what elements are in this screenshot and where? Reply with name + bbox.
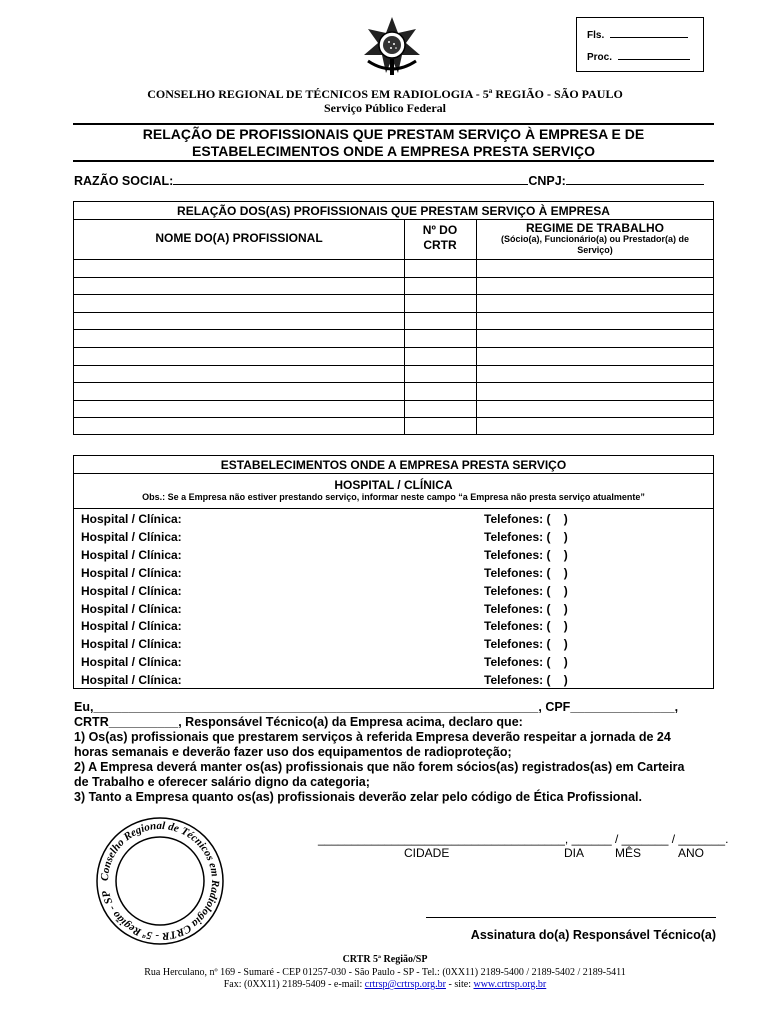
telefones-label: Telefones: ( ) [484,619,568,634]
list-item[interactable] [81,548,701,566]
signature-line[interactable] [426,917,716,918]
table-cell-nome[interactable] [74,400,404,418]
table-cell-regime[interactable] [477,347,713,365]
hospital-label: Hospital / Clínica: [81,529,182,544]
stamp-text: Conselho Regional de Técnicos em Radiologia CRTR - 5ª Região - SP [98,819,222,943]
establishments-subtitle: HOSPITAL / CLÍNICA [334,478,453,492]
list-item[interactable] [81,512,701,530]
footer-address: Rua Herculano, nº 169 - Sumaré - CEP 01257-030 - São Paulo - SP - Tel.: (0XX11) 2189-5400 / 2189-5402 / 2189-5411 [144,967,626,978]
hospital-label: Hospital / Clínica: [81,547,182,562]
declaration-text [74,700,719,805]
telefones-label: Telefones: ( ) [484,512,568,526]
table-cell-crtr[interactable] [405,382,476,400]
table-cell-crtr[interactable] [405,347,476,365]
footer-email-link[interactable]: crtrsp@crtrsp.org.br [364,979,446,990]
table-cell-regime[interactable] [477,365,713,383]
mes-label: MÊS [615,846,642,860]
table-cell-regime[interactable] [477,417,713,435]
declaration-line7: 3) Tanto a Empresa quanto os(as) profissionais deverão zelar pelo código de Ética Profissional. [74,790,642,804]
table-cell-crtr[interactable] [405,277,476,295]
list-item[interactable] [81,566,701,584]
telefones-label: Telefones: ( ) [484,547,568,562]
table-cell-nome[interactable] [74,259,404,277]
telefones-label: Telefones: ( ) [484,529,568,544]
telefones-label: Telefones: ( ) [484,655,568,670]
date-block[interactable] [318,832,729,862]
table-cell-nome[interactable] [74,312,404,330]
declaration-line5: 2) A Empresa deverá manter os(as) profissionais que não forem sócios(as) registrados(as) em Carteira [74,760,685,774]
table-cell-nome[interactable] [74,382,404,400]
dia-label: DIA [564,846,585,860]
list-item[interactable] [81,655,701,673]
table-cell-nome[interactable] [74,329,404,347]
table-cell-crtr[interactable] [405,417,476,435]
table-cell-nome[interactable] [74,365,404,383]
fls-label: Fls. [587,30,605,41]
page-title-line1: RELAÇÃO DE PROFISSIONAIS QUE PRESTAM SERVIÇO À EMPRESA E DE [142,126,645,142]
col-crtr-header-line1: Nº DO [422,223,458,237]
svg-text:Conselho Regional de Técnicos [99,820,221,942]
title-top-rule [73,123,714,125]
hospital-label: Hospital / Clínica: [81,673,182,688]
razao-social-label: RAZÃO SOCIAL: [74,174,174,188]
list-item[interactable] [81,673,701,691]
proc-label: Proc. [587,52,613,63]
council-name: CONSELHO REGIONAL DE TÉCNICOS EM RADIOLOGIA - 5ª REGIÃO - SÃO PAULO [147,87,623,101]
telefones-label: Telefones: ( ) [484,673,568,688]
table-cell-crtr[interactable] [405,294,476,312]
table-cell-regime[interactable] [477,294,713,312]
razao-social-field[interactable] [173,174,528,185]
hospital-label: Hospital / Clínica: [81,565,182,580]
footer-site-link[interactable]: www.crtrsp.org.br [473,979,547,990]
hospital-label: Hospital / Clínica: [81,512,182,526]
fls-field[interactable] [587,28,688,41]
hospital-label: Hospital / Clínica: [81,637,182,652]
hospital-label: Hospital / Clínica: [81,619,182,634]
page-title [73,126,714,160]
list-item[interactable] [81,584,701,602]
col-crtr-header-line2: CRTR [423,238,457,252]
title-bottom-rule [73,160,714,162]
table-cell-crtr[interactable] [405,365,476,383]
cnpj-label: CNPJ: [528,174,566,188]
table-cell-regime[interactable] [477,400,713,418]
telefones-label: Telefones: ( ) [484,601,568,616]
list-item[interactable] [81,619,701,637]
declaration-line1[interactable]: Eu,________________________________________________________________, CPF_______________, [74,700,679,714]
declaration-line6: de Trabalho e oferecer salário digno da categoria; [74,775,370,789]
footer-org: CRTR 5ª Região/SP [342,954,428,965]
table-cell-regime[interactable] [477,277,713,295]
col-nome-header: NOME DO(A) PROFISSIONAL [155,231,323,245]
table-cell-crtr[interactable] [405,312,476,330]
table-cell-nome[interactable] [74,347,404,365]
fls-proc-box [576,17,704,72]
table-cell-regime[interactable] [477,312,713,330]
declaration-line2[interactable]: CRTR__________, Responsável Técnico(a) da Empresa acima, declaro que: [74,715,523,729]
brazil-coat-of-arms-icon [360,15,424,79]
footer-fax: Fax: (0XX11) 2189-5409 - e-mail: [223,979,365,990]
table-cell-nome[interactable] [74,417,404,435]
date-line[interactable]: _____________________________________, ______ / _______ / _______. [318,832,729,846]
declaration-line3: 1) Os(as) profissionais que prestarem serviços à referida Empresa deverão respeitar a jornada de 24 [74,730,671,744]
razao-social-line [74,174,714,188]
hospital-label: Hospital / Clínica: [81,583,182,598]
page-title-line2: ESTABELECIMENTOS ONDE A EMPRESA PRESTA SERVIÇO [192,143,595,159]
declaration-line4: horas semanais e deverão fazer uso dos equipamentos de radioproteção; [74,745,512,759]
table-cell-regime[interactable] [477,329,713,347]
col-crtr-header [404,223,476,253]
table-cell-crtr[interactable] [405,259,476,277]
footer-contact [0,979,770,990]
table-cell-nome[interactable] [74,277,404,295]
table-cell-regime[interactable] [477,259,713,277]
cnpj-field[interactable] [566,174,704,185]
col-regime-subheader: (Sócio(a), Funcionário(a) ou Prestador(a) de Serviço) [500,234,689,255]
establishments-obs: Obs.: Se a Empresa não estiver prestando serviço, informar neste campo “a Empresa não presta serviço atualmente” [142,492,645,502]
cidade-label: CIDADE [404,846,450,860]
table-cell-regime[interactable] [477,382,713,400]
crtr-stamp-seal [94,815,226,947]
proc-field[interactable] [587,50,690,63]
professionals-table [73,201,714,435]
hospital-label: Hospital / Clínica: [81,655,182,670]
table-cell-nome[interactable] [74,294,404,312]
signature-label: Assinatura do(a) Responsável Técnico(a) [470,928,716,942]
service-label: Serviço Público Federal [324,101,446,115]
telefones-label: Telefones: ( ) [484,583,568,598]
table-cell-crtr[interactable] [405,329,476,347]
list-item[interactable] [81,602,701,620]
ano-label: ANO [678,846,705,860]
list-item[interactable] [81,637,701,655]
footer-site-sep: - site: [445,979,474,990]
establishments-table-title: ESTABELECIMENTOS ONDE A EMPRESA PRESTA SERVIÇO [220,458,567,472]
list-item[interactable] [81,530,701,548]
hospital-label: Hospital / Clínica: [81,601,182,616]
telefones-label: Telefones: ( ) [484,637,568,652]
table-cell-crtr[interactable] [405,400,476,418]
col-regime-header: REGIME DE TRABALHO [526,221,664,235]
telefones-label: Telefones: ( ) [484,565,568,580]
establishments-table [73,455,714,689]
professionals-table-title: RELAÇÃO DOS(AS) PROFISSIONAIS QUE PRESTAM SERVIÇO À EMPRESA [177,204,610,218]
